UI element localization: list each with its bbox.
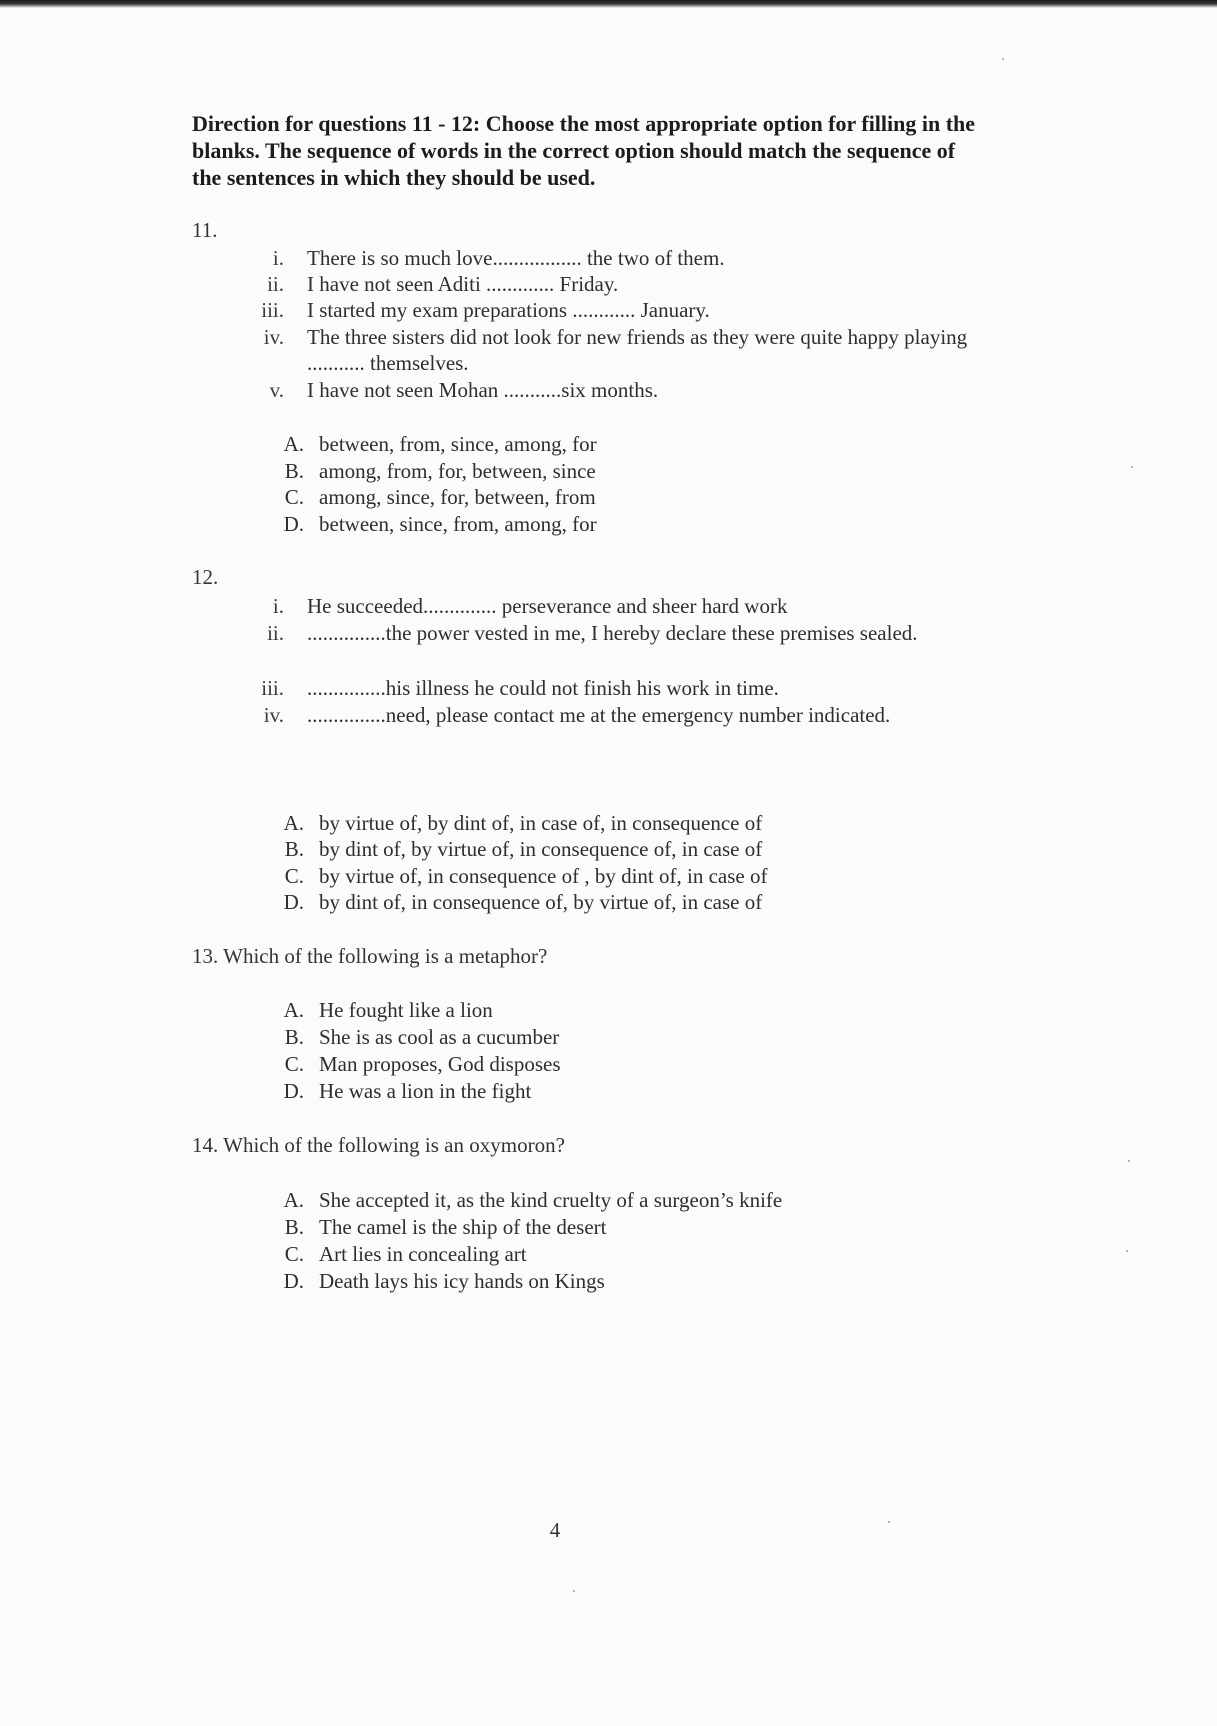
q11-option-a[interactable] (274, 431, 597, 457)
option-label: B. (284, 837, 304, 861)
option-label: B. (284, 1025, 304, 1049)
option-text: The camel is the ship of the desert (319, 1215, 607, 1239)
q12-sentence (248, 702, 968, 728)
option-label: D. (283, 1079, 304, 1103)
direction-text: Direction for questions 11 - 12: Choose the most appropriate option for filling in the blanks. The sequence of words in the correct option should match the sequence of the sentences in which they should be used. (192, 111, 976, 190)
q13-option-d[interactable] (274, 1078, 531, 1104)
option-label: C. (284, 1052, 304, 1076)
q12-option-d[interactable] (274, 889, 762, 915)
option-label: A. (283, 998, 304, 1022)
scan-top-edge (0, 0, 1217, 8)
q13-option-a[interactable] (274, 997, 493, 1023)
q11-sentence (248, 324, 968, 376)
option-label: C. (284, 864, 304, 888)
q11-option-c[interactable] (274, 484, 596, 510)
option-text: between, since, from, among, for (319, 512, 597, 536)
q12-sentence (248, 675, 968, 701)
q11-sentence (248, 245, 968, 271)
roman-numeral: iv. (263, 703, 284, 727)
roman-numeral: iii. (261, 298, 284, 322)
sentence-text: ...............need, please contact me at the emergency number indicated. (307, 703, 891, 727)
roman-numeral: ii. (267, 272, 284, 296)
scan-speck (1126, 1250, 1128, 1252)
sentence-text: The three sisters did not look for new friends as they were quite happy playing ........... themselves. (307, 325, 968, 375)
roman-numeral: v. (269, 378, 284, 402)
q11-option-b[interactable] (274, 458, 596, 484)
option-text: between, from, since, among, for (319, 432, 597, 456)
option-label: B. (284, 1215, 304, 1239)
q12-sentence (248, 593, 968, 619)
option-label: D. (283, 890, 304, 914)
scan-speck (1131, 466, 1133, 468)
q11-sentence (248, 377, 968, 403)
question-11-number: 11. (192, 218, 218, 242)
option-text: by dint of, in consequence of, by virtue of, in case of (319, 890, 763, 914)
sentence-text: He succeeded.............. perseverance and sheer hard work (307, 594, 788, 618)
sentence-text: There is so much love................. the two of them. (307, 246, 725, 270)
scan-speck (1128, 1160, 1130, 1162)
q12-sentence (248, 620, 968, 646)
option-text: She accepted it, as the kind cruelty of a surgeon’s knife (319, 1188, 783, 1212)
q11-sentence (248, 271, 968, 297)
scan-speck (573, 1590, 575, 1592)
roman-numeral: iv. (263, 325, 284, 349)
q13-option-b[interactable] (274, 1024, 559, 1050)
q11-sentence (248, 297, 968, 323)
option-label: A. (283, 432, 304, 456)
q14-option-b[interactable] (274, 1214, 607, 1240)
sentence-text: I started my exam preparations ............ January. (307, 298, 710, 322)
option-label: B. (284, 459, 304, 483)
option-text: He fought like a lion (319, 998, 493, 1022)
page-number: 4 (549, 1518, 561, 1542)
option-text: Art lies in concealing art (319, 1242, 527, 1266)
q12-option-b[interactable] (274, 836, 762, 862)
option-text: by virtue of, by dint of, in case of, in consequence of (319, 811, 763, 835)
sentence-text: I have not seen Aditi ............. Friday. (307, 272, 619, 296)
question-13-stem: 13. Which of the following is a metaphor? (192, 944, 548, 968)
sentence-text: ...............the power vested in me, I hereby declare these premises sealed. (307, 621, 918, 645)
sentence-text: ...............his illness he could not finish his work in time. (307, 676, 779, 700)
option-label: D. (283, 1269, 304, 1293)
option-text: She is as cool as a cucumber (319, 1025, 560, 1049)
option-text: by dint of, by virtue of, in consequence of, in case of (319, 837, 763, 861)
q14-option-d[interactable] (274, 1268, 605, 1294)
sentence-text: I have not seen Mohan ...........six months. (307, 378, 659, 402)
option-text: among, from, for, between, since (319, 459, 596, 483)
option-label: A. (283, 811, 304, 835)
option-text: by virtue of, in consequence of , by dint of, in case of (319, 864, 768, 888)
scan-speck (1002, 58, 1004, 60)
q14-option-a[interactable] (274, 1187, 782, 1213)
option-text: among, since, for, between, from (319, 485, 596, 509)
option-text: Death lays his icy hands on Kings (319, 1269, 605, 1293)
option-label: C. (284, 1242, 304, 1266)
q11-option-d[interactable] (274, 511, 597, 537)
option-label: D. (283, 512, 304, 536)
roman-numeral: i. (272, 246, 284, 270)
q13-option-c[interactable] (274, 1051, 561, 1077)
option-text: He was a lion in the fight (319, 1079, 532, 1103)
question-14-stem: 14. Which of the following is an oxymoron? (192, 1133, 565, 1157)
roman-numeral: ii. (267, 621, 284, 645)
roman-numeral: i. (272, 594, 284, 618)
option-label: A. (283, 1188, 304, 1212)
q12-option-a[interactable] (274, 810, 762, 836)
q14-option-c[interactable] (274, 1241, 527, 1267)
question-12-number: 12. (192, 565, 219, 589)
option-label: C. (284, 485, 304, 509)
scan-speck (888, 1521, 890, 1523)
roman-numeral: iii. (261, 676, 284, 700)
option-text: Man proposes, God disposes (319, 1052, 561, 1076)
q12-option-c[interactable] (274, 863, 767, 889)
